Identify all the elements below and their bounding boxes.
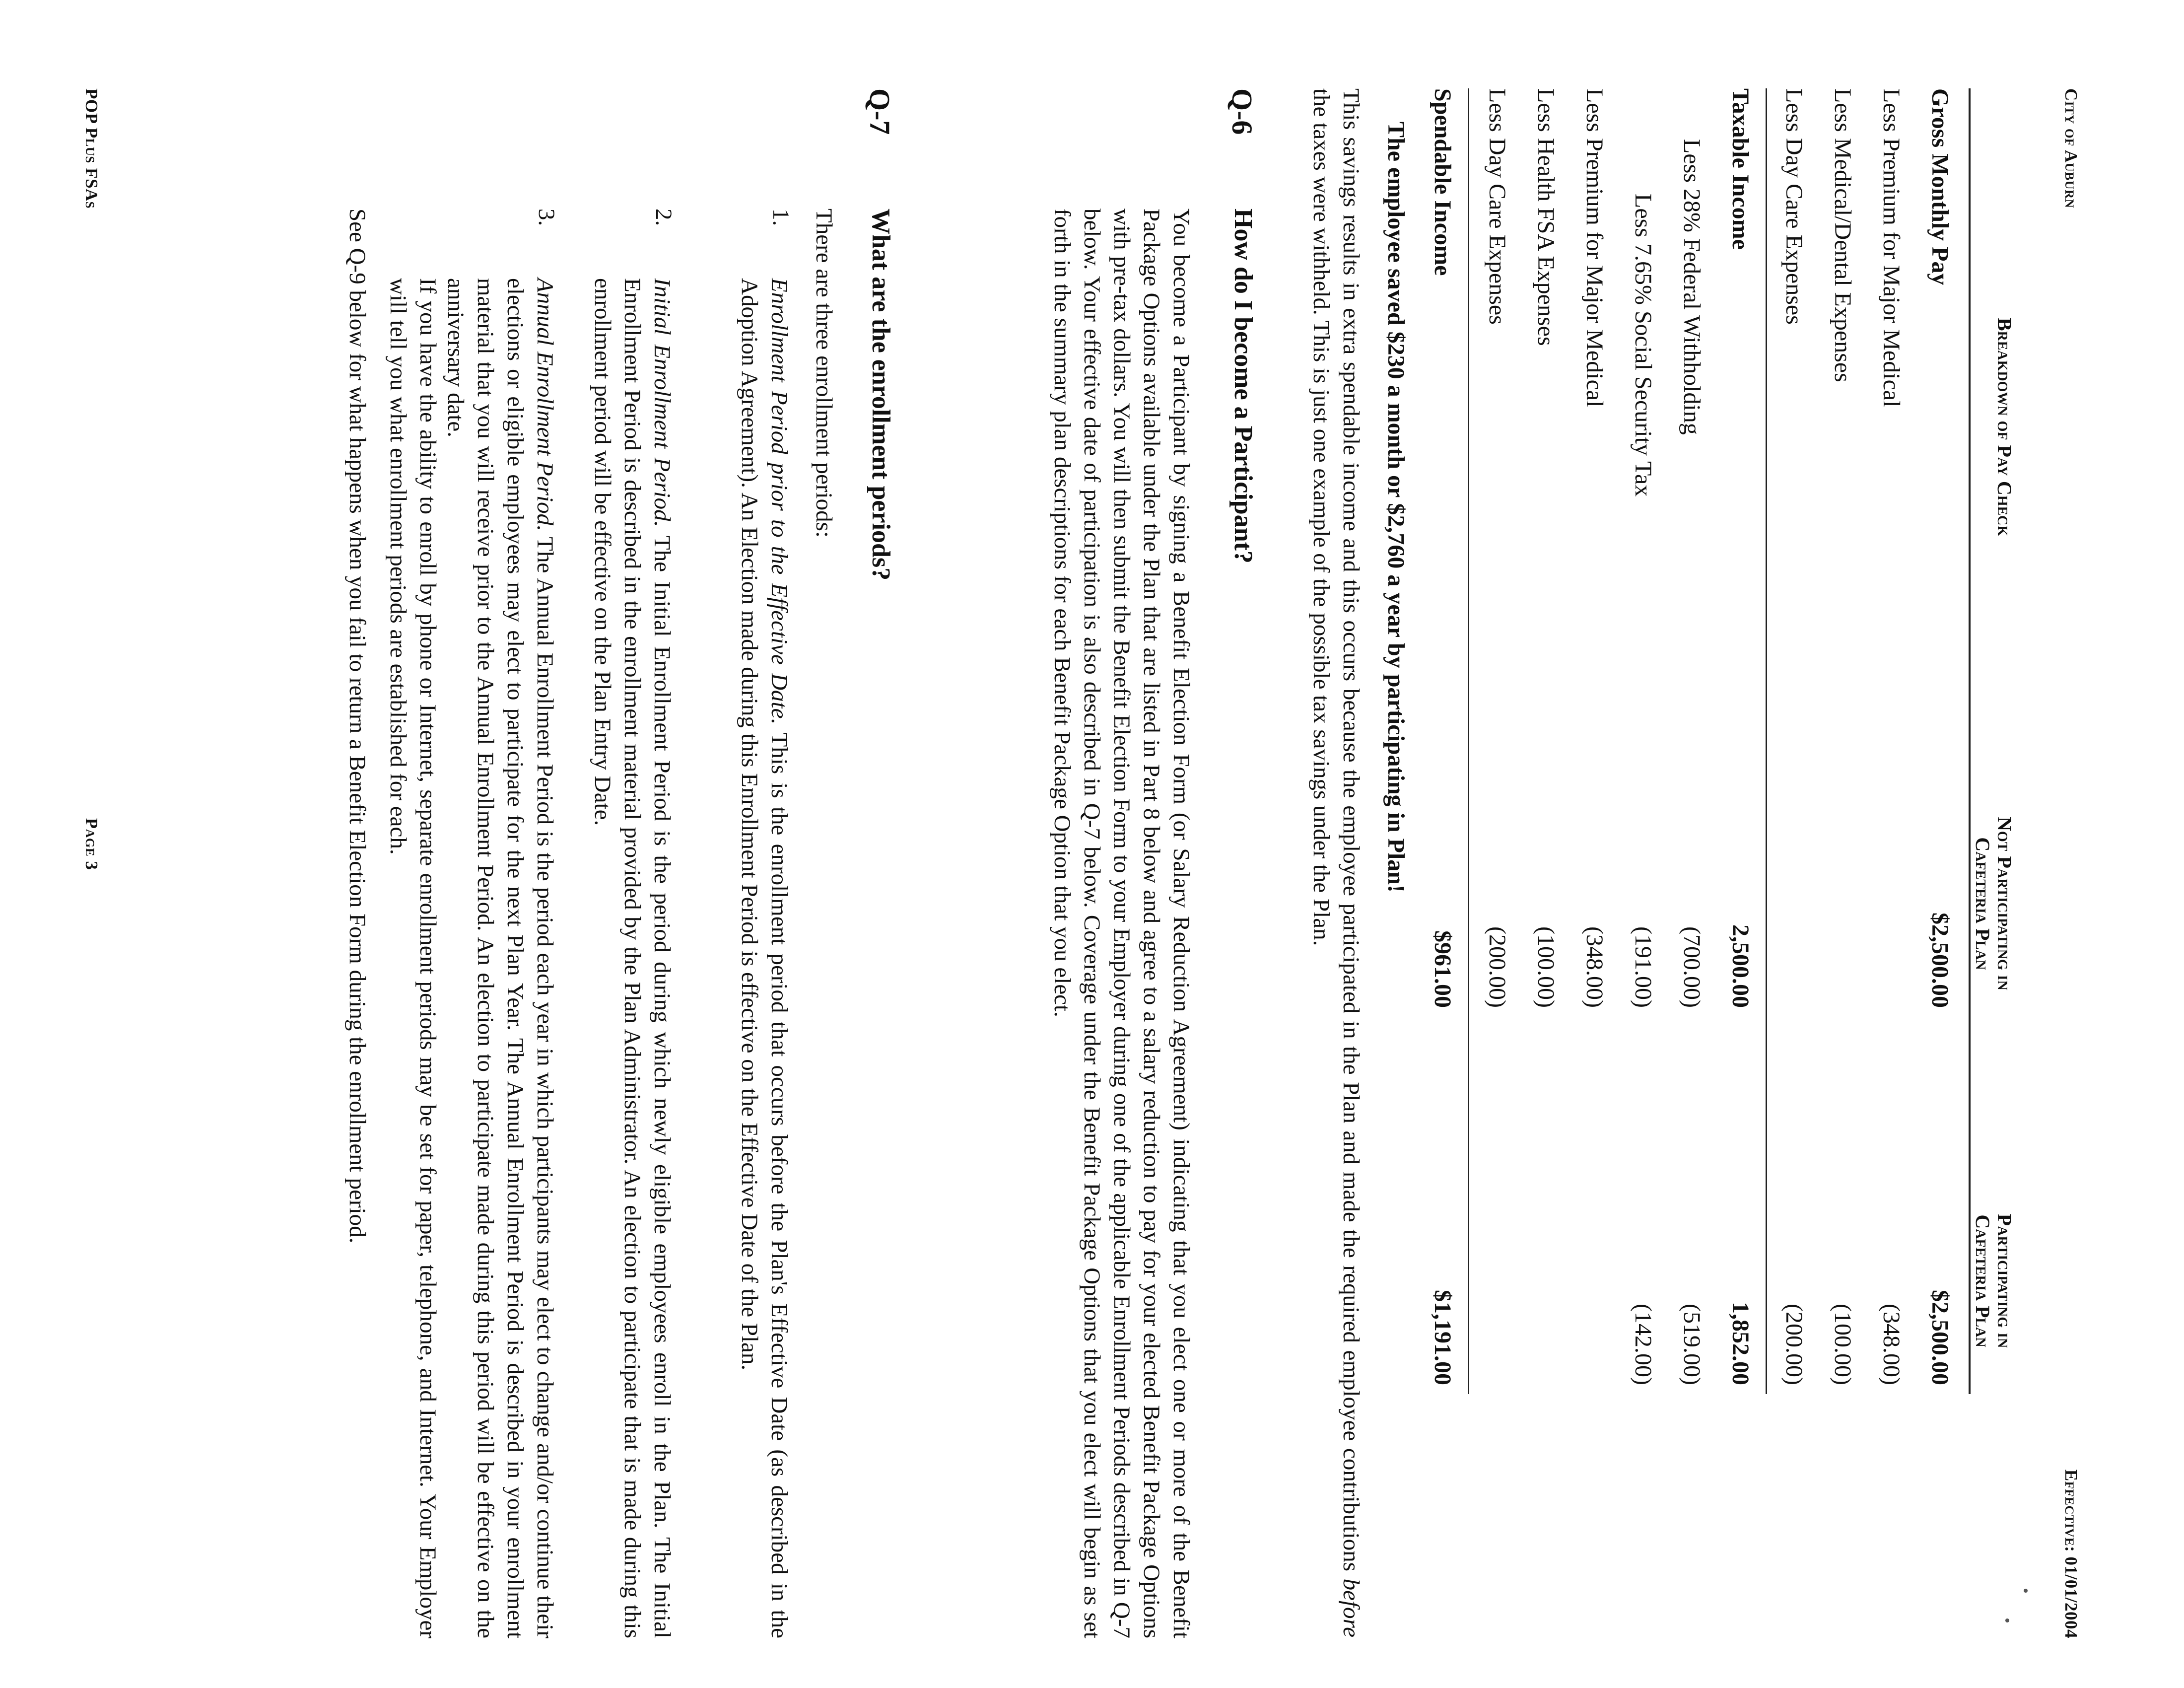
row-value-yes: $2,500.00: [1927, 1290, 1953, 1385]
list-item-body: The Annual Enrollment Period is the period each year in which participants may elect to change and/or continue their elections or eligible employees may elect to participate for the next Plan Year. The Annual Enrollment Period is described in your enrollment material that you will receive prior to the Annual Enrollment Period. An election to participate made during this period will be effective on the anniversary date.: [443, 278, 558, 1638]
row-label: Less Day Care Expenses: [1781, 88, 1807, 325]
row-value-not: (191.00): [1630, 926, 1656, 1008]
row-value-not: (700.00): [1679, 926, 1705, 1008]
q6-number: Q-6: [1226, 88, 1258, 135]
row-label: Less Medical/Dental Expenses: [1830, 88, 1856, 382]
list-item-number: 1.: [768, 209, 794, 226]
row-value-yes: 1,852.00: [1727, 1302, 1754, 1385]
savings-highlight: The employee saved $230 a month or $2,760 a year by participating in Plan!: [1383, 122, 1409, 893]
list-item-text: [441, 278, 560, 1638]
row-label: Less 7.65% Social Security Tax: [1630, 194, 1656, 497]
q6-title: How do I become a Participant?: [1229, 209, 1257, 563]
list-item-text: [735, 278, 794, 1638]
row-value-yes: (100.00): [1830, 1304, 1856, 1385]
q7-enrollment-note: If you have the ability to enroll by phone or Internet, separate enrollment periods may be set for paper, telephone, and Internet. Your Employer will tell you what enrollment periods are established for each.: [385, 278, 441, 1638]
savings-text-start: This savings results in extra spendable income and this occurs because the employee participated in the Plan and made the required employee contributions: [1338, 88, 1364, 1579]
row-label: Gross Monthly Pay: [1927, 88, 1953, 285]
table-header-not-participating: Not Participating in Cafeteria Plan: [1972, 817, 2016, 990]
list-item-number: 2.: [651, 209, 677, 226]
row-label: Less Day Care Expenses: [1484, 88, 1510, 325]
row-value-yes: (200.00): [1781, 1304, 1807, 1385]
header-effective-date: Effective: 01/01/2004: [2061, 1469, 2081, 1638]
table-header-breakdown: Breakdown of Pay Check: [1993, 317, 2016, 537]
row-value-not: (200.00): [1484, 926, 1510, 1008]
list-item-text: [588, 278, 677, 1638]
row-label: Less Health FSA Expenses: [1533, 88, 1559, 346]
list-item-number: 3.: [534, 209, 559, 226]
q7-title: What are the enrollment periods?: [867, 209, 895, 581]
row-label: Less Premium for Major Medical: [1878, 88, 1905, 408]
row-label: Less Premium for Major Medical: [1581, 88, 1608, 408]
row-value-yes: (519.00): [1679, 1304, 1705, 1385]
table-total-rule: [1468, 88, 1469, 1394]
footer-page-number: Page 3: [82, 818, 101, 870]
q7-see-note: See Q-9 below for what happens when you fail to return a Benefit Election Form during the enrollment period.: [344, 209, 370, 1244]
row-value-not: $961.00: [1430, 930, 1456, 1008]
list-item-title: Initial Enrollment Period.: [649, 278, 675, 527]
savings-text-end: the taxes were withheld. This is just one example of the possible tax savings under the Plan.: [1308, 88, 1334, 946]
row-value-not: 2,500.00: [1727, 924, 1754, 1008]
header-org: City of Auburn: [2061, 88, 2081, 209]
list-item-body: This is the enrollment period that occurs before the Plan's Effective Date (as described in the Adoption Agreement). An Election made during this Enrollment Period is effective on the Effective Date of the Plan.: [737, 278, 792, 1639]
row-label: Spendable Income: [1430, 88, 1456, 276]
q6-body: You become a Participant by signing a Benefit Election Form (or Salary Reduction Agreement) indicating that you elect one or more of the Benefit Package Options available under the Plan that are listed in Part 8 below and agree to a salary reduction to pay for your elected Benefit Package Options with pre-tax dollars. You will then submit the Benefit Election Form to your Employer during one of the applicable Enrollment Periods described in Q-7 below. Your effective date of participation is also described in Q-7 below. Coverage under the Benefit Package Options that you elect will begin as set forth in the summary plan descriptions for each Benefit Package Option that you elect.: [1049, 209, 1194, 1638]
row-value-yes: (348.00): [1878, 1304, 1905, 1385]
table-subtotal-rule: [1766, 88, 1767, 1394]
list-item-title: Annual Enrollment Period.: [532, 278, 558, 531]
row-value-yes: (142.00): [1630, 1304, 1656, 1385]
footer-plan-name: POP Plus FSAs: [82, 88, 101, 209]
scan-speck: [2024, 1589, 2028, 1593]
row-value-not: (348.00): [1581, 926, 1608, 1008]
row-value-not: (100.00): [1533, 926, 1559, 1008]
scan-speck: [2005, 1618, 2009, 1622]
q7-number: Q-7: [864, 88, 896, 135]
q7-intro: There are three enrollment periods:: [811, 209, 837, 538]
table-header-participating: Participating in Cafeteria Plan: [1972, 1213, 2016, 1348]
row-label: Less 28% Federal Withholding: [1679, 139, 1705, 435]
savings-paragraph: [1306, 88, 1366, 1637]
list-item-title: Enrollment Period prior to the Effective Date.: [766, 278, 792, 725]
list-item-body: The Initial Enrollment Period is the period during which newly eligible employees enroll in the Plan. The Initial Enrollment Period is described in the enrollment material provided by the Plan Administrator. An election to participate that is made during this enrollment period will be effective on the Plan Entry Date.: [590, 278, 675, 1638]
row-value-yes: $1,191.00: [1430, 1290, 1456, 1385]
savings-text-italic: before: [1338, 1578, 1364, 1637]
row-value-not: $2,500.00: [1927, 913, 1953, 1008]
table-top-rule: [1969, 88, 1971, 1394]
row-label: Taxable Income: [1727, 88, 1754, 250]
